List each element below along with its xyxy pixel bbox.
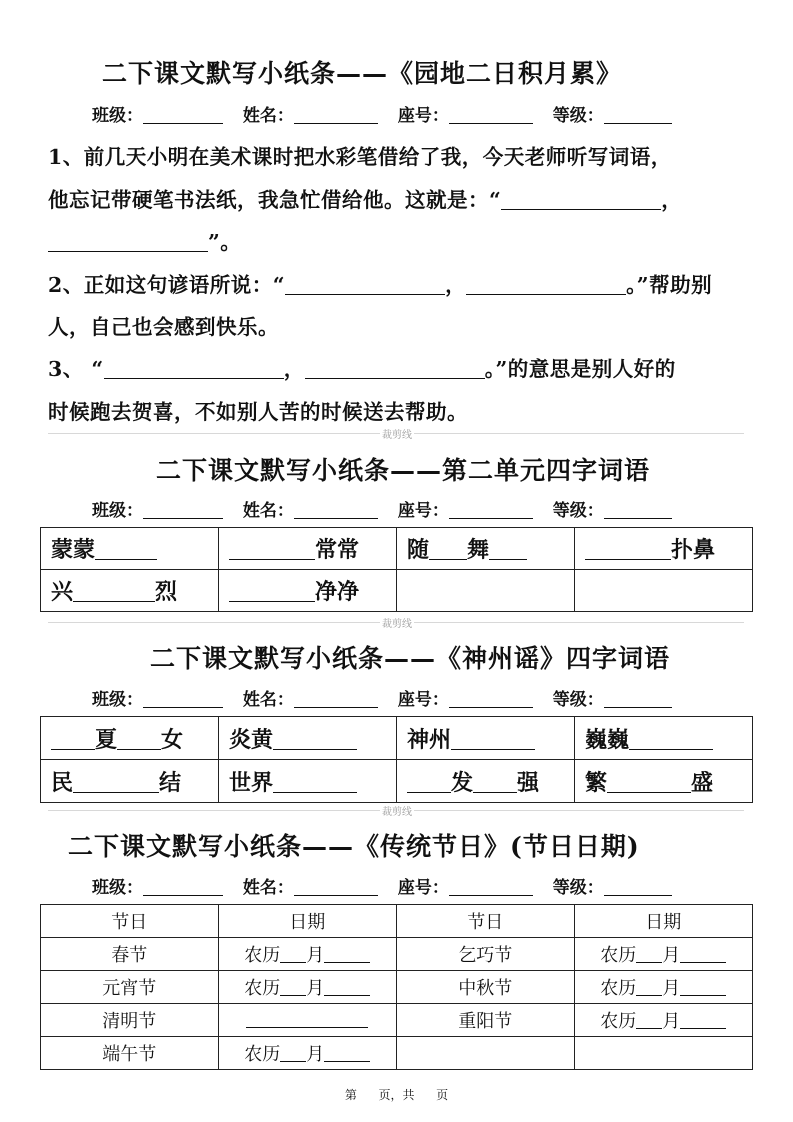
class-label: 班级： [92,106,143,126]
q3-line1 [48,352,676,382]
seat-blank[interactable] [449,689,533,708]
section1-title: 二下课文默写小纸条——《园地二日积月累》 [102,59,623,88]
word-blank[interactable] [629,727,713,750]
page-label-a: 第 [344,1088,357,1102]
word-blank[interactable] [429,537,467,560]
month-blank[interactable] [636,944,662,963]
word-text: 女 [161,726,184,753]
festival-table [40,904,753,1070]
month-blank[interactable] [636,977,662,996]
q1-line3 [48,225,241,255]
word-blank[interactable] [51,727,95,750]
festival-date [218,1037,396,1070]
cut-label-3: 裁剪线 [380,803,414,818]
section3-info-row [92,685,672,710]
word-blank[interactable] [73,770,159,793]
festival-name: 清明节 [41,1004,219,1037]
month-label: 月 [306,945,325,966]
name-label: 姓名： [242,690,294,710]
word-text: 舞 [467,537,490,563]
seat-blank[interactable] [449,500,533,519]
festival-name: 春节 [41,938,219,971]
q1-close: ”。 [208,230,242,254]
word-blank[interactable] [585,537,671,560]
word-text: 炎黄 [229,726,274,753]
q2-text-c: 。”帮助别 [626,273,713,297]
word-text: 净净 [315,579,360,605]
festival-date [574,1004,752,1037]
grade-label: 等级： [552,106,604,126]
section4-title: 二下课文默写小纸条——《传统节日》(节日日期) [68,832,640,861]
q3-blank-1[interactable] [104,358,284,379]
word-blank[interactable] [489,537,527,560]
header-festival: 节日 [396,905,574,938]
class-label: 班级： [92,878,143,898]
lunar-label: 农历 [600,945,637,966]
word-blank[interactable] [73,579,155,602]
seat-blank[interactable] [449,877,533,896]
q1-blank-2[interactable] [48,231,208,252]
empty-cell [574,1037,752,1070]
section2-title: 二下课文默写小纸条——第二单元四字词语 [156,456,651,485]
seat-label: 座号： [397,501,449,521]
word-cell [397,760,575,803]
word-text: 常常 [315,537,360,563]
q3-text-c: 。”的意思是别人好的 [484,357,676,381]
word-text: 民 [51,769,74,796]
word-blank[interactable] [407,770,451,793]
word-text: 兴 [51,579,74,605]
word-text: 发 [451,769,474,796]
word-cell [397,717,575,760]
word-blank[interactable] [117,727,161,750]
name-blank[interactable] [294,500,378,519]
word-cell [41,528,219,570]
word-text: 盛 [691,769,714,796]
empty-cell [396,1037,574,1070]
q1-comma: ， [661,188,683,212]
month-blank[interactable] [280,1043,306,1062]
q2-line2: 人，自己也会感到快乐。 [48,315,279,339]
header-date: 日期 [218,905,396,938]
name-label: 姓名： [242,501,294,521]
word-text: 扑鼻 [671,537,716,563]
grade-blank[interactable] [604,500,672,519]
grade-label: 等级： [552,878,604,898]
day-blank[interactable] [680,1010,726,1029]
festival-name: 端午节 [41,1037,219,1070]
festival-date [218,971,396,1004]
word-blank[interactable] [451,727,535,750]
word-text: 世界 [229,769,274,796]
month-label: 月 [662,945,681,966]
word-text: 强 [517,769,540,796]
festival-name: 重阳节 [396,1004,574,1037]
word-blank[interactable] [273,770,357,793]
word-cell [219,760,397,803]
word-cell [575,760,753,803]
festival-date [574,971,752,1004]
section3-title: 二下课文默写小纸条——《神州谣》四字词语 [150,644,671,673]
seat-label: 座号： [397,878,449,898]
name-blank[interactable] [294,105,378,124]
seat-label: 座号： [397,106,449,126]
section1-info-row [92,101,672,126]
class-blank[interactable] [143,689,223,708]
section2-word-table [40,527,753,612]
cut-label-1: 裁剪线 [380,426,414,441]
q2-line1 [48,268,712,298]
seat-blank[interactable] [449,105,533,124]
word-text: 随 [407,537,430,563]
word-cell [41,570,219,612]
q1-line1: 1、前几天小明在美术课时把水彩笔借给了我，今天老师听写词语， [48,145,672,169]
word-blank[interactable] [229,579,315,602]
lunar-label: 农历 [600,978,637,999]
page-footer [0,1086,793,1103]
month-label: 月 [306,1044,325,1065]
word-cell [575,717,753,760]
day-blank[interactable] [324,1043,370,1062]
grade-blank[interactable] [604,105,672,124]
class-blank[interactable] [143,500,223,519]
word-text: 巍巍 [585,726,630,753]
festival-date [574,938,752,971]
word-cell [41,760,219,803]
class-label: 班级： [92,690,143,710]
q2-blank-1[interactable] [285,274,445,295]
q2-text-a: 2、正如这句谚语所说：“ [48,273,286,297]
word-cell [219,570,397,612]
day-blank[interactable] [680,944,726,963]
festival-name: 中秋节 [396,971,574,1004]
q1-text-b: 他忘记带硬笔书法纸，我急忙借给他。这就是：“ [48,188,502,212]
festival-date [218,1004,396,1037]
section4-info-row [92,873,672,898]
word-blank[interactable] [607,770,691,793]
word-text: 繁 [585,769,608,796]
header-festival: 节日 [41,905,219,938]
seat-label: 座号： [397,690,449,710]
header-date: 日期 [574,905,752,938]
lunar-label: 农历 [600,1011,637,1032]
word-blank[interactable] [95,537,157,560]
word-cell [575,570,753,612]
q2-blank-2[interactable] [466,274,626,295]
word-cell [575,528,753,570]
q3-comma: ， [283,357,305,381]
lunar-label: 农历 [244,945,281,966]
grade-blank[interactable] [604,689,672,708]
q3-blank-2[interactable] [305,358,485,379]
day-blank[interactable] [324,944,370,963]
name-blank[interactable] [294,689,378,708]
word-text: 神州 [407,726,452,753]
word-cell [397,528,575,570]
month-label: 月 [662,1011,681,1032]
festival-name: 乞巧节 [396,938,574,971]
grade-label: 等级： [552,690,604,710]
word-cell [397,570,575,612]
word-text: 结 [159,769,182,796]
class-blank[interactable] [143,105,223,124]
word-text: 烈 [155,579,178,605]
cut-label-2: 裁剪线 [380,615,414,630]
festival-name: 元宵节 [41,971,219,1004]
grade-label: 等级： [552,501,604,521]
page-label-b: 页，共 [378,1088,415,1102]
class-label: 班级： [92,501,143,521]
section3-word-table [40,716,753,803]
month-label: 月 [662,978,681,999]
word-cell [219,717,397,760]
day-blank[interactable] [680,977,726,996]
lunar-label: 农历 [244,978,281,999]
date-blank[interactable] [246,1009,368,1028]
grade-blank[interactable] [604,877,672,896]
page-label-c: 页 [436,1088,449,1102]
q1-line2 [48,183,682,213]
q3-line2: 时候跑去贺喜，不如别人苦的时候送去帮助。 [48,400,468,424]
lunar-label: 农历 [244,1044,281,1065]
month-blank[interactable] [280,944,306,963]
word-blank[interactable] [473,770,517,793]
word-blank[interactable] [229,537,315,560]
month-label: 月 [306,978,325,999]
month-blank[interactable] [636,1010,662,1029]
class-blank[interactable] [143,877,223,896]
name-blank[interactable] [294,877,378,896]
q1-blank-1[interactable] [501,189,661,210]
day-blank[interactable] [324,977,370,996]
word-text: 夏 [95,726,118,753]
q2-comma: ， [445,273,467,297]
month-blank[interactable] [280,977,306,996]
word-text: 蒙蒙 [51,537,96,563]
festival-date [218,938,396,971]
name-label: 姓名： [242,106,294,126]
word-cell [219,528,397,570]
q3-text-a: 3、 “ [48,357,104,381]
word-cell [41,717,219,760]
word-blank[interactable] [273,727,357,750]
section2-info-row [92,496,672,521]
name-label: 姓名： [242,878,294,898]
